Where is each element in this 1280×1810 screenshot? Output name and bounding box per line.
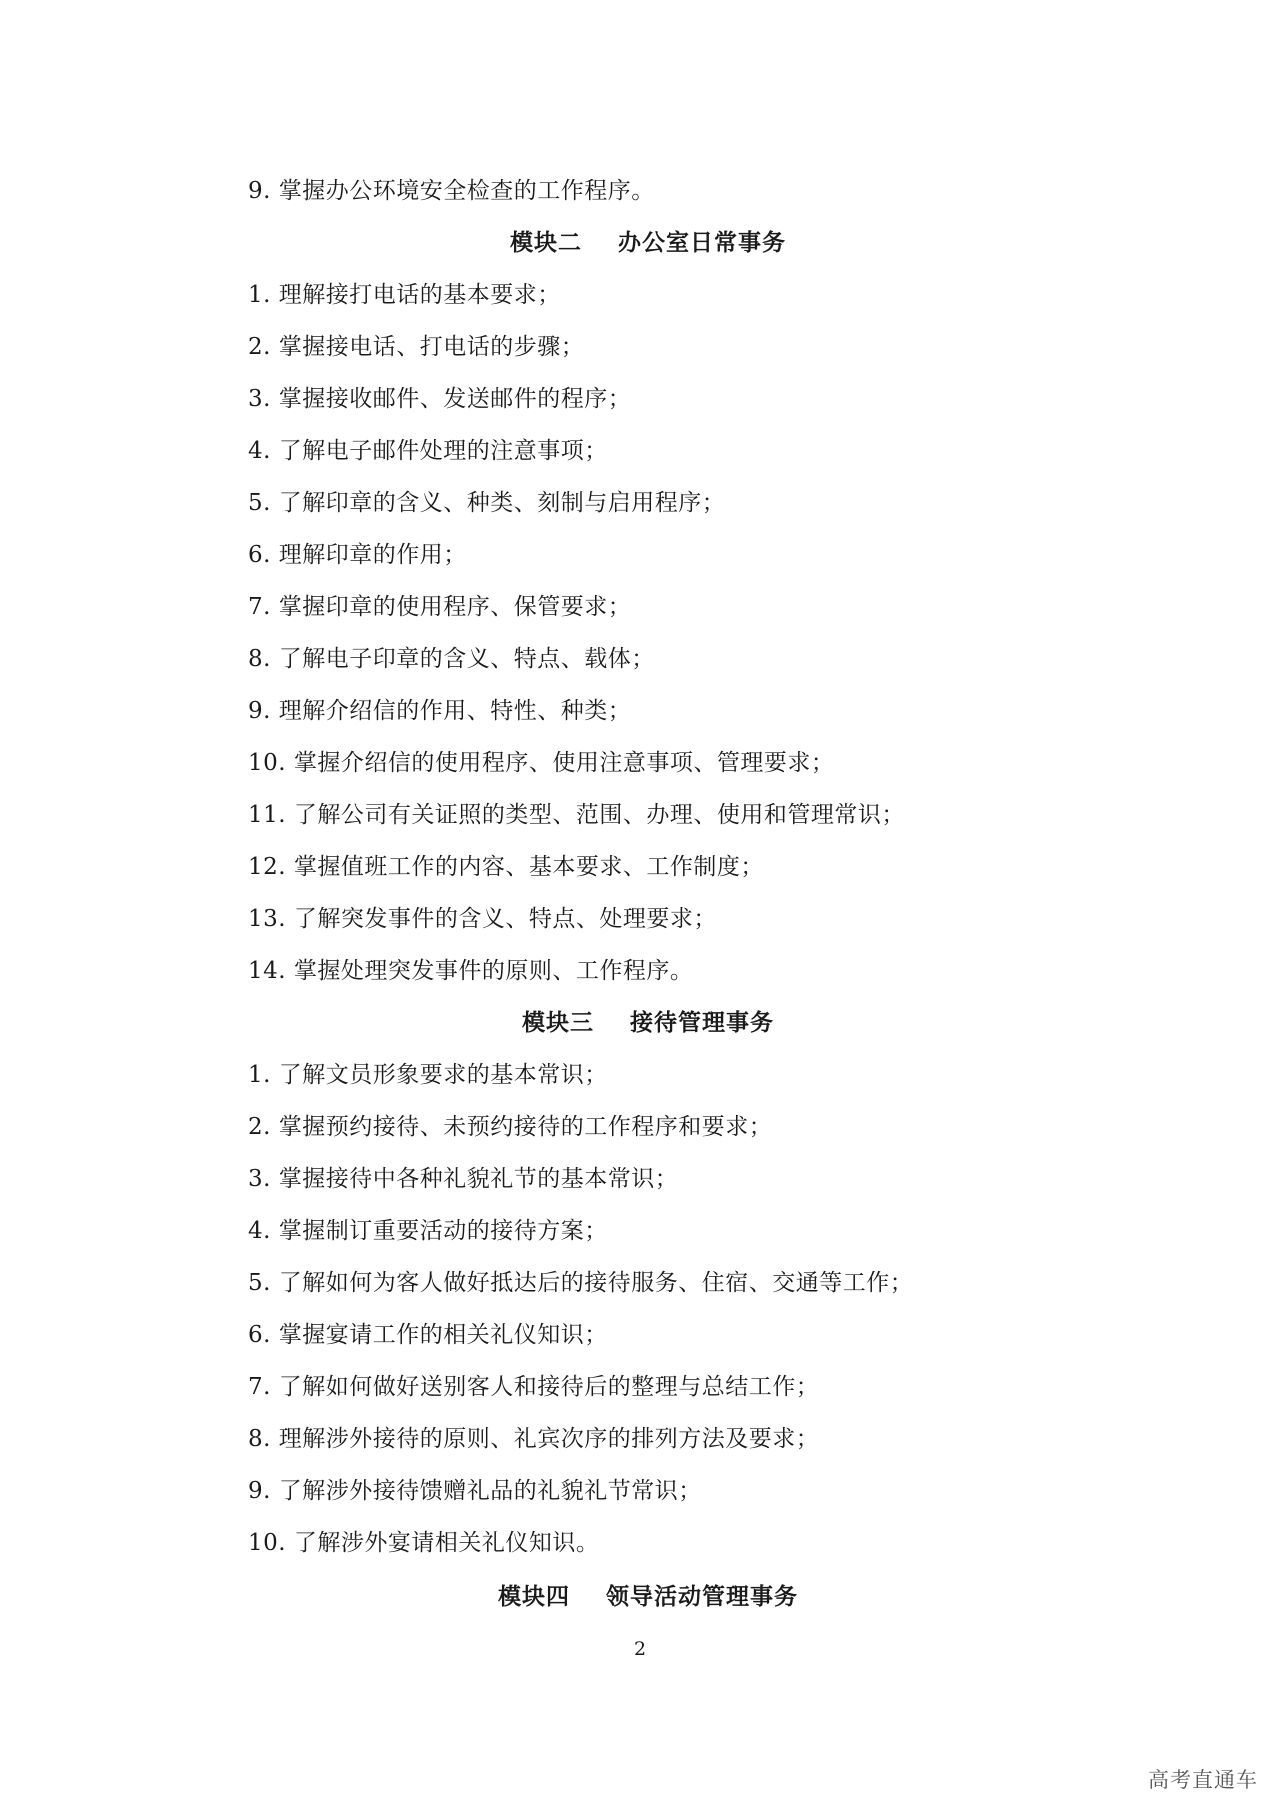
list-item: 8. 了解电子印章的含义、特点、载体； (248, 646, 655, 672)
list-item: 3. 掌握接待中各种礼貌礼节的基本常识； (248, 1166, 679, 1192)
list-item: 11. 了解公司有关证照的类型、范围、办理、使用和管理常识； (248, 802, 905, 828)
list-item: 1. 了解文员形象要求的基本常识； (248, 1062, 608, 1088)
page-number: 2 (633, 1638, 647, 1660)
list-item: 2. 掌握预约接待、未预约接待的工作程序和要求； (248, 1114, 773, 1140)
list-item: 6. 掌握宴请工作的相关礼仪知识； (248, 1322, 608, 1348)
list-item: 5. 了解印章的含义、种类、刻制与启用程序； (248, 490, 726, 516)
section-heading-module-4: 模块四 领导活动管理事务 (497, 1583, 799, 1610)
list-item: 8. 理解涉外接待的原则、礼宾次序的排列方法及要求； (248, 1426, 820, 1452)
list-item: 1. 理解接打电话的基本要求； (248, 282, 561, 308)
list-item: 10. 掌握介绍信的使用程序、使用注意事项、管理要求； (248, 750, 835, 776)
document-body (248, 165, 1048, 1625)
list-item: 9. 理解介绍信的作用、特性、种类； (248, 698, 632, 724)
list-item: 9. 了解涉外接待馈赠礼品的礼貌礼节常识； (248, 1478, 702, 1504)
watermark: 高考直通车 (1148, 1768, 1258, 1792)
list-item: 6. 理解印章的作用； (248, 542, 467, 568)
list-item: 14. 掌握处理突发事件的原则、工作程序。 (248, 958, 694, 984)
list-item: 7. 了解如何做好送别客人和接待后的整理与总结工作； (248, 1374, 820, 1400)
list-item: 9. 掌握办公环境安全检查的工作程序。 (248, 178, 655, 204)
section-heading-module-2: 模块二 办公室日常事务 (509, 229, 787, 256)
list-item: 12. 掌握值班工作的内容、基本要求、工作制度； (248, 854, 764, 880)
list-item: 7. 掌握印章的使用程序、保管要求； (248, 594, 632, 620)
list-item: 3. 掌握接收邮件、发送邮件的程序； (248, 386, 632, 412)
list-item: 4. 了解电子邮件处理的注意事项； (248, 438, 608, 464)
list-item: 10. 了解涉外宴请相关礼仪知识。 (248, 1530, 600, 1556)
list-item: 5. 了解如何为客人做好抵达后的接待服务、住宿、交通等工作； (248, 1270, 914, 1296)
list-item: 4. 掌握制订重要活动的接待方案； (248, 1218, 608, 1244)
list-item: 13. 了解突发事件的含义、特点、处理要求； (248, 906, 717, 932)
list-item: 2. 掌握接电话、打电话的步骤； (248, 334, 585, 360)
section-heading-module-3: 模块三 接待管理事务 (521, 1009, 775, 1036)
